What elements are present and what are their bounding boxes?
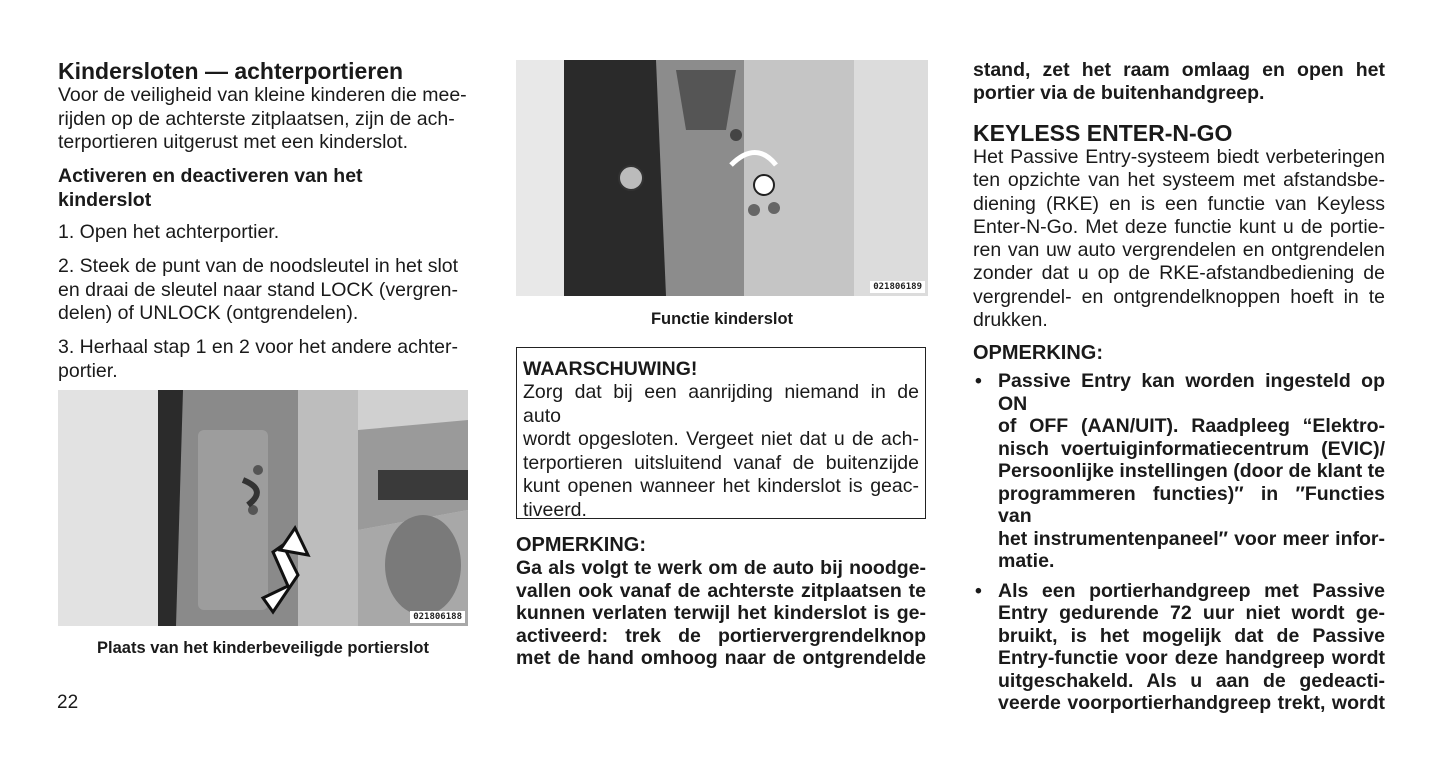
- bullet-line: matie.: [998, 550, 1055, 572]
- keyless-line: Enter-N-Go. Met deze functie kunt u de portie-: [973, 215, 1385, 238]
- keyless-line: ten opzichte van het systeem met afstandsbe-: [973, 169, 1385, 192]
- continued-line: portier via de buitenhandgreep.: [973, 82, 1265, 104]
- bullet-line: nisch voertuiginformatiecentrum (EVIC)/: [998, 437, 1385, 460]
- section-heading-child-locks: Kindersloten — achterportieren: [58, 58, 404, 84]
- note-title: OPMERKING:: [516, 534, 646, 556]
- step-line: 3. Herhaal stap 1 en 2 voor het andere achter-: [58, 336, 458, 358]
- subheading-line: Activeren en deactiveren van het: [58, 165, 363, 187]
- intro-line: Voor de veiligheid van kleine kinderen die mee-: [58, 84, 467, 106]
- intro-line: rijden op de achterste zitplaatsen, zijn de ach-: [58, 107, 455, 130]
- section-heading-keyless: KEYLESS ENTER-N-GO: [973, 120, 1233, 146]
- step-line: 2. Steek de punt van de noodsleutel in het slot: [58, 255, 459, 277]
- note-left: [516, 533, 926, 670]
- bullet-line: bruikt, is het mogelijk dat de Passive: [998, 624, 1385, 647]
- lock-photo-illustration: [516, 60, 928, 296]
- bullet-line: het instrumentenpaneel″ voor meer infor-: [998, 527, 1385, 550]
- keyless-line: drukken.: [973, 309, 1048, 332]
- door-photo-illustration: [58, 390, 468, 626]
- bullet-line: Als een portierhandgreep met Passive: [998, 579, 1385, 602]
- bullet-line: Entry-functie voor deze handgreep wordt: [998, 647, 1385, 669]
- note-line: vallen ook vanaf de achterste zitplaatsen te: [516, 579, 926, 602]
- bullet-line: Persoonlijke instellingen (door de klant te: [998, 460, 1385, 482]
- note-line: kunnen verlaten terwijl het kinderslot is ge-: [516, 602, 926, 624]
- warning-line: wordt opgesloten. Vergeet niet dat u de ach-: [523, 428, 919, 450]
- step-line: en draai de sleutel naar stand LOCK (vergren-: [58, 278, 458, 301]
- step-2: [58, 255, 470, 326]
- subheading-line: kinderslot: [58, 188, 152, 211]
- bullet-line: Passive Entry kan worden ingesteld op ON: [998, 370, 1385, 415]
- keyless-line: zonder dat u op de RKE-afstandbediening de: [973, 262, 1385, 285]
- image-code: 021806188: [410, 611, 465, 623]
- warning-box: [516, 347, 926, 519]
- intro-line: terportieren uitgerust met een kinderslot.: [58, 131, 409, 153]
- bullet-item: [973, 370, 1385, 573]
- warning-line: tiveerd.: [523, 498, 587, 521]
- step-line: portier.: [58, 359, 118, 382]
- keyless-line: Het Passive Entry-systeem biedt verbeteringen: [973, 146, 1385, 168]
- caption-lock-location: Plaats van het kinderbeveiligde portierslot: [97, 639, 429, 657]
- door-lock-location-photo: [58, 390, 468, 626]
- warning-line: Zorg dat bij een aanrijding niemand in de auto: [523, 381, 919, 427]
- child-lock-function-photo: [516, 60, 928, 296]
- continued-text: [973, 59, 1385, 105]
- bullet-line: programmeren functies)″ in ″Functies van: [998, 482, 1385, 527]
- keyless-line: diening (RKE) en is een functie van Keyless: [973, 192, 1385, 215]
- note-line: activeerd: trek de portiervergrendelknop: [516, 624, 926, 647]
- step-1: [58, 221, 470, 245]
- page-number: 22: [57, 692, 79, 713]
- note-title-right: OPMERKING:: [973, 342, 1103, 364]
- warning-line: kunt openen wanneer het kinderslot is geac-: [523, 475, 919, 497]
- bullet-line: uitgeschakeld. Als u aan de gedeacti-: [998, 669, 1385, 692]
- bullet-line: veerde voorportierhandgreep trekt, wordt: [998, 692, 1385, 714]
- step-line: 1. Open het achterportier.: [58, 221, 280, 243]
- keyless-line: ren van uw auto vergrendelen en ontgrendelen: [973, 239, 1385, 262]
- image-code: 021806189: [870, 281, 925, 293]
- subheading: [58, 165, 468, 212]
- keyless-paragraph: [973, 146, 1385, 332]
- keyless-line: vergrendel- en ontgrendelknoppen hoeft in te: [973, 285, 1385, 308]
- step-line: delen) of UNLOCK (ontgrendelen).: [58, 302, 359, 324]
- step-3: [58, 336, 470, 383]
- note-line: met de hand omhoog naar de ontgrendelde: [516, 647, 926, 669]
- bullet-dot-icon: •: [975, 579, 982, 602]
- intro-paragraph: [58, 84, 468, 155]
- bullet-dot-icon: •: [975, 370, 982, 392]
- bullet-item: [973, 580, 1385, 715]
- caption-child-lock-function: Functie kinderslot: [650, 310, 794, 328]
- bullet-line: of OFF (AAN/UIT). Raadpleeg “Elektro-: [998, 415, 1385, 437]
- continued-line: stand, zet het raam omlaag en open het: [973, 59, 1385, 81]
- bullet-line: Entry gedurende 72 uur niet wordt ge-: [998, 602, 1385, 624]
- note-bullet-list: [973, 370, 1385, 715]
- warning-line: terportieren uitsluitend vanaf de buitenzijde: [523, 451, 919, 474]
- warning-title: WAARSCHUWING!: [523, 358, 698, 380]
- note-line: Ga als volgt te werk om de auto bij noodge-: [516, 557, 926, 579]
